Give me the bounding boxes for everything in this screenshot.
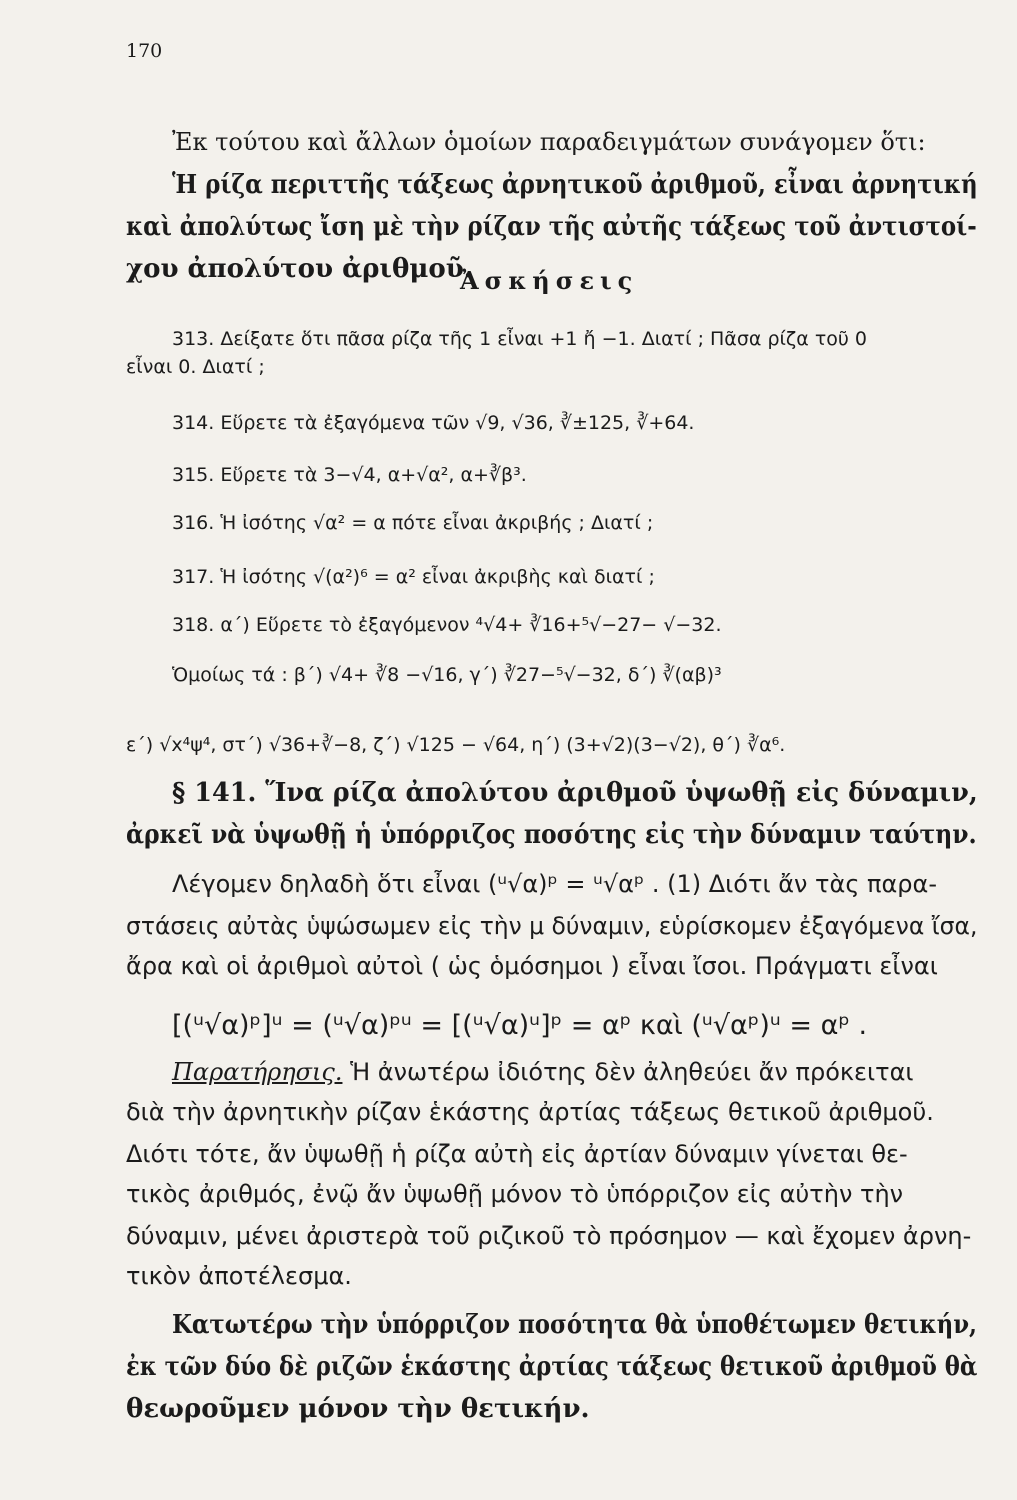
exercise-317: 317. Ἡ ἰσότης √(α²)⁶ = α² εἶναι ἀκριβὴς καὶ διατί ; (172, 566, 655, 588)
remark-line-3: Διότι τότε, ἄν ὑψωθῇ ἡ ρίζα αὐτὴ εἰς ἀρτίαν δύναμιν γίνεται θε- (126, 1140, 908, 1168)
page-number: 170 (126, 40, 163, 62)
section-title-1: § 141. Ἵνα ρίζα ἀπολύτου ἀριθμοῦ ὑψωθῇ εἰς δύναμιν, (172, 778, 978, 808)
exercise-315: 315. Εὕρετε τὰ 3−√4, α+√α², α+∛β³. (172, 464, 527, 486)
exercise-316: 316. Ἡ ἰσότης √α² = α πότε εἶναι ἀκριβής ; Διατί ; (172, 512, 654, 534)
intro-line: Ἐκ τούτου καὶ ἄλλων ὁμοίων παραδειγμάτων συνάγομεν ὅτι: (172, 128, 926, 156)
paragraph-line-2: στάσεις αὐτὰς ὑψώσωμεν εἰς τὴν μ δύναμιν, εὑρίσκομεν ἐξαγόμενα ἴσα, (126, 912, 978, 940)
final-line-2: ἐκ τῶν δύο δὲ ριζῶν ἑκάστης ἀρτίας τάξεως θετικοῦ ἀριθμοῦ θὰ (126, 1352, 978, 1382)
exercises-heading: Ἀσκήσεις (460, 266, 639, 295)
remark-line-6: τικὸν ἀποτέλεσμα. (126, 1262, 352, 1290)
remark-label: Παρατήρησις. (172, 1058, 343, 1086)
rule-line-1: Ἡ ρίζα περιττῆς τάξεως ἀρνητικοῦ ἀριθμοῦ, εἶναι ἀρνητική (172, 170, 978, 200)
remark-line-4: τικὸς ἀριθμός, ἐνῷ ἄν ὑψωθῇ μόνον τὸ ὑπόρριζον εἰς αὐτὴν τὴν (126, 1180, 904, 1208)
section-title-2: ἀρκεῖ νὰ ὑψωθῇ ἡ ὑπόρριζος ποσότης εἰς τὴν δύναμιν ταύτην. (126, 820, 977, 850)
exercise-313-b: εἶναι 0. Διατί ; (126, 356, 265, 378)
exercise-314: 314. Εὕρετε τὰ ἐξαγόμενα τῶν √9, √36, ∛±125, ∛+64. (172, 412, 695, 434)
remark-line-5: δύναμιν, μένει ἀριστερὰ τοῦ ριζικοῦ τὸ πρόσημον — καὶ ἔχομεν ἀρνη- (126, 1222, 972, 1250)
paragraph-line-3: ἄρα καὶ οἱ ἀριθμοὶ αὐτοὶ ( ὡς ὁμόσημοι ) εἶναι ἴσοι. Πράγματι εἶναι (126, 952, 938, 980)
rule-line-2: καὶ ἀπολύτως ἴση μὲ τὴν ρίζαν τῆς αὐτῆς τάξεως τοῦ ἀντιστοί- (126, 212, 977, 242)
remark-block (172, 1058, 914, 1086)
power-formula: [(ᵘ√α)ᵖ]ᵘ = (ᵘ√α)ᵖᵘ = [(ᵘ√α)ᵘ]ᵖ = αᵖ καὶ (ᵘ√αᵖ)ᵘ = αᵖ . (172, 1010, 868, 1041)
final-line-1: Κατωτέρω τὴν ὑπόρριζον ποσότητα θὰ ὑποθέτωμεν θετικήν, (172, 1310, 977, 1340)
rule-line-3: χου ἀπολύτου ἀριθμοῦ. (126, 254, 473, 284)
paragraph-line-1: Λέγομεν δηλαδὴ ὅτι εἶναι (ᵘ√α)ᵖ = ᵘ√αᵖ . (1) Διότι ἄν τὰς παρα- (172, 870, 938, 898)
final-line-3: θεωροῦμεν μόνον τὴν θετικήν. (126, 1394, 590, 1424)
exercise-318-b: Ὁμοίως τά : β΄) √4+ ∛8 −√16, γ΄) ∛27−⁵√−32, δ΄) ∛(αβ)³ (172, 664, 722, 686)
exercise-313-a: 313. Δείξατε ὅτι πᾶσα ρίζα τῆς 1 εἶναι +1 ἤ −1. Διατί ; Πᾶσα ρίζα τοῦ 0 (172, 328, 868, 350)
exercise-318-c: ε΄) √x⁴ψ⁴, στ΄) √36+∛−8, ζ΄) √125 − √64, η΄) (3+√2)(3−√2), θ΄) ∛α⁶. (126, 734, 786, 756)
remark-line-1: Ἡ ἀνωτέρω ἰδιότης δὲν ἀληθεύει ἄν πρόκειται (350, 1058, 914, 1086)
exercise-318-a: 318. α΄) Εὕρετε τὸ ἐξαγόμενον ⁴√4+ ∛16+⁵√−27− √−32. (172, 614, 722, 636)
remark-line-2: διὰ τὴν ἀρνητικὴν ρίζαν ἑκάστης ἀρτίας τάξεως θετικοῦ ἀριθμοῦ. (126, 1098, 934, 1126)
